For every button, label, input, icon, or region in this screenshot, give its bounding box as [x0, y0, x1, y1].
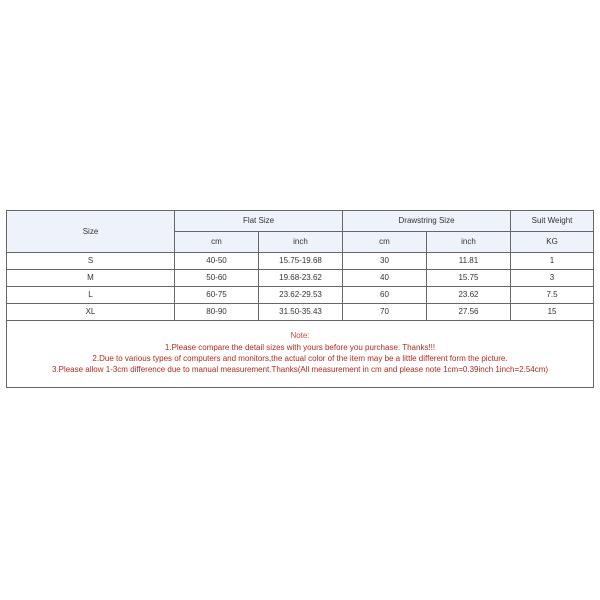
cell-flat-cm: 50-60	[175, 270, 259, 287]
cell-size: S	[7, 253, 175, 270]
cell-draw-inch: 15.75	[427, 270, 511, 287]
notes-row	[7, 321, 594, 388]
cell-draw-cm: 30	[343, 253, 427, 270]
header-flat-size: Flat Size	[175, 211, 343, 232]
cell-kg: 7.5	[511, 287, 594, 304]
cell-flat-inch: 23.62-29.53	[259, 287, 343, 304]
header-size: Size	[7, 211, 175, 253]
cell-draw-inch: 27.56	[427, 304, 511, 321]
note-line-3: 3.Please allow 1-3cm difference due to manual measurement.Thanks(All measurement in cm and please note 1cm=0.39inch 1inch=2.54cm)	[51, 364, 549, 374]
cell-size: L	[7, 287, 175, 304]
notes-cell	[7, 321, 594, 388]
subheader-draw-inch: inch	[427, 232, 511, 253]
cell-kg: 3	[511, 270, 594, 287]
cell-flat-inch: 15.75-19.68	[259, 253, 343, 270]
subheader-flat-cm: cm	[175, 232, 259, 253]
table-row	[7, 253, 594, 270]
cell-draw-cm: 70	[343, 304, 427, 321]
note-title: Note:	[290, 330, 310, 340]
cell-size: XL	[7, 304, 175, 321]
subheader-draw-cm: cm	[343, 232, 427, 253]
table-row	[7, 270, 594, 287]
table-row	[7, 287, 594, 304]
cell-flat-cm: 80-90	[175, 304, 259, 321]
note-line-2: 2.Due to various types of computers and monitors,the actual color of the item may be a little different form the picture.	[92, 353, 508, 363]
table-row	[7, 304, 594, 321]
cell-flat-inch: 19.68-23.62	[259, 270, 343, 287]
cell-draw-inch: 11.81	[427, 253, 511, 270]
header-drawstring-size: Drawstring Size	[343, 211, 511, 232]
cell-draw-inch: 23.62	[427, 287, 511, 304]
cell-kg: 15	[511, 304, 594, 321]
cell-flat-inch: 31.50-35.43	[259, 304, 343, 321]
subheader-kg: KG	[511, 232, 594, 253]
header-row-1	[7, 211, 594, 232]
cell-flat-cm: 40-50	[175, 253, 259, 270]
size-chart	[6, 210, 593, 388]
cell-draw-cm: 40	[343, 270, 427, 287]
cell-flat-cm: 60-75	[175, 287, 259, 304]
cell-draw-cm: 60	[343, 287, 427, 304]
size-table	[6, 210, 594, 388]
cell-size: M	[7, 270, 175, 287]
cell-kg: 1	[511, 253, 594, 270]
header-suit-weight: Suit Weight	[511, 211, 594, 232]
subheader-flat-inch: inch	[259, 232, 343, 253]
note-line-1: 1.Please compare the detail sizes with yours before you purchase. Thanks!!!	[164, 342, 436, 352]
